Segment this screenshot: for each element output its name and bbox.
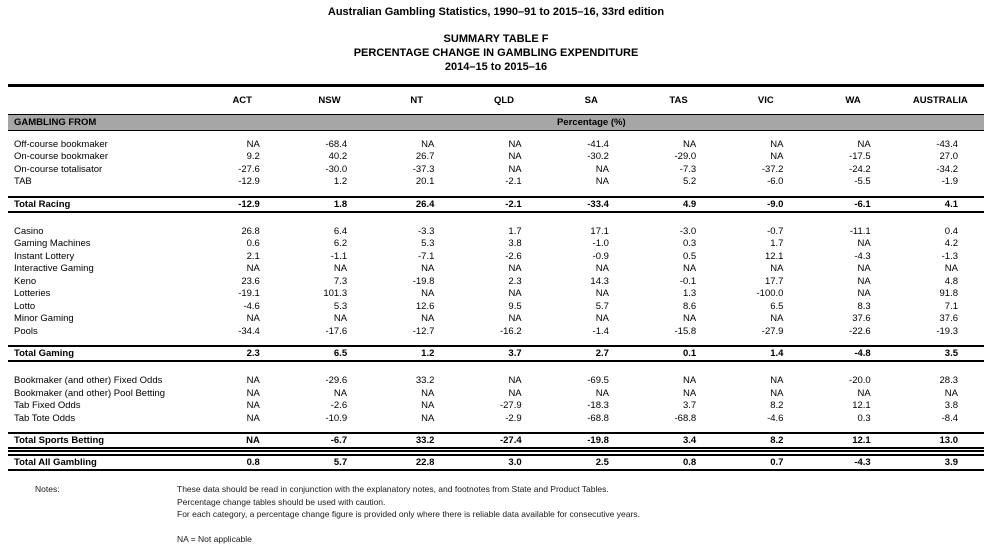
table-period: 2014–15 to 2015–16 xyxy=(444,61,548,73)
value-cell: 1.2 xyxy=(373,346,460,361)
value-cell: 1.7 xyxy=(508,225,522,237)
value-cell: 2.3 xyxy=(508,275,522,287)
value-cell: -69.5 xyxy=(587,375,609,386)
row-label: Interactive Gaming xyxy=(14,263,94,274)
value-cell: NA xyxy=(508,387,522,399)
value-cell: 0.3 xyxy=(857,412,871,424)
value-cell: -68.4 xyxy=(325,138,348,150)
row-label: Total Gaming xyxy=(8,346,199,361)
value-cell: 8.6 xyxy=(682,300,697,312)
value-cell: -1.3 xyxy=(941,250,958,262)
section-band-row xyxy=(8,115,984,131)
value-cell: NA xyxy=(857,288,871,299)
value-cell: NA xyxy=(333,313,348,324)
total-row-racing xyxy=(8,197,984,212)
value-cell: -4.6 xyxy=(243,300,260,312)
row-label: Tab Fixed Odds xyxy=(14,400,81,411)
value-cell: 0.1 xyxy=(635,346,722,361)
data-row-racing xyxy=(8,176,984,189)
value-cell: 12.1 xyxy=(852,400,871,411)
value-cell: -5.5 xyxy=(854,176,871,187)
data-row-gaming xyxy=(8,276,984,289)
value-cell: NA xyxy=(508,151,522,162)
data-row-gaming xyxy=(8,263,984,276)
value-cell: NA xyxy=(770,387,784,399)
value-cell: 0.6 xyxy=(246,238,260,249)
value-cell: -7.1 xyxy=(418,250,435,262)
value-cell: NA xyxy=(682,263,697,274)
value-cell: 3.9 xyxy=(897,455,984,470)
row-label: Tab Tote Odds xyxy=(14,412,76,424)
data-row-gaming xyxy=(8,288,984,301)
value-cell: 3.4 xyxy=(635,433,722,448)
row-label: Total All Gambling xyxy=(8,455,199,470)
data-row-gaming xyxy=(8,301,984,314)
value-cell: NA xyxy=(682,138,697,150)
value-cell: 26.8 xyxy=(241,225,260,237)
data-row-sports-betting xyxy=(8,400,984,413)
value-cell: NA xyxy=(595,163,609,175)
value-cell: -4.3 xyxy=(809,455,896,470)
value-cell: 6.2 xyxy=(333,238,348,249)
value-cell: 2.5 xyxy=(548,455,635,470)
row-label: Lotto xyxy=(14,300,36,312)
col-header-tas: TAS xyxy=(669,95,688,106)
value-cell: 3.7 xyxy=(682,400,697,411)
value-cell: -1.1 xyxy=(330,250,348,262)
value-cell: -1.9 xyxy=(941,176,958,187)
value-cell: -19.8 xyxy=(412,275,435,287)
value-cell: 5.3 xyxy=(333,300,348,312)
value-cell: -12.9 xyxy=(238,176,260,187)
value-cell: -18.3 xyxy=(587,400,609,411)
spacer-row xyxy=(8,338,984,346)
value-cell: -2.1 xyxy=(505,176,522,187)
column-header-row xyxy=(8,86,984,115)
value-cell: 23.6 xyxy=(241,275,260,287)
value-cell: -34.2 xyxy=(936,163,958,175)
value-cell: -27.9 xyxy=(761,325,784,337)
value-cell: -37.2 xyxy=(761,163,784,175)
value-cell: NA xyxy=(508,375,522,386)
col-header-wa: WA xyxy=(845,95,861,106)
value-cell: -1.4 xyxy=(592,325,609,337)
value-cell: 0.3 xyxy=(682,238,697,249)
value-cell: 101.3 xyxy=(323,288,348,299)
notes-label: Notes: xyxy=(35,484,60,494)
value-cell: 6.4 xyxy=(333,225,348,237)
value-cell: NA xyxy=(770,151,784,162)
value-cell: -34.4 xyxy=(238,325,260,337)
value-cell: -19.8 xyxy=(548,433,635,448)
value-cell: -7.3 xyxy=(679,163,697,175)
notes-body xyxy=(177,483,992,546)
value-cell: NA xyxy=(246,400,260,411)
value-cell: NA xyxy=(199,433,286,448)
value-cell: 40.2 xyxy=(328,151,348,162)
value-cell: 27.0 xyxy=(939,151,958,162)
na-note: NA = Not applicable xyxy=(177,534,252,545)
row-label: Bookmaker (and other) Pool Betting xyxy=(14,387,166,399)
value-cell: -41.4 xyxy=(587,138,609,150)
value-cell: 0.8 xyxy=(199,455,286,470)
value-cell: 2.1 xyxy=(246,250,260,262)
value-cell: -9.0 xyxy=(722,197,809,212)
value-cell: 37.6 xyxy=(939,313,958,324)
value-cell: NA xyxy=(595,263,609,274)
value-cell: -33.4 xyxy=(548,197,635,212)
value-cell: NA xyxy=(770,313,784,324)
value-cell: NA xyxy=(246,387,260,399)
spacer-row xyxy=(8,131,984,139)
note-line: Percentage change tables should be used with caution. xyxy=(177,496,386,507)
value-cell: 3.5 xyxy=(897,346,984,361)
value-cell: -1.0 xyxy=(592,238,609,249)
value-cell: 13.0 xyxy=(897,433,984,448)
value-cell: -27.9 xyxy=(499,400,522,411)
value-cell: NA xyxy=(857,238,871,249)
spacer-row xyxy=(8,189,984,197)
value-cell: -30.0 xyxy=(325,163,348,175)
value-cell: 20.1 xyxy=(415,176,435,187)
value-cell: 8.3 xyxy=(857,300,871,312)
value-cell: -29.0 xyxy=(674,151,697,162)
value-cell: 8.2 xyxy=(770,400,784,411)
spacer-row xyxy=(8,425,984,433)
value-cell: -2.9 xyxy=(505,412,522,424)
value-cell: 9.2 xyxy=(246,151,260,162)
data-row-sports-betting xyxy=(8,388,984,401)
row-label: Off-course bookmaker xyxy=(14,138,108,150)
value-cell: NA xyxy=(857,387,871,399)
value-cell: NA xyxy=(246,263,260,274)
value-cell: 28.3 xyxy=(939,375,958,386)
value-cell: 17.1 xyxy=(590,225,609,237)
value-cell: NA xyxy=(421,400,435,411)
value-cell: -3.3 xyxy=(418,225,435,237)
value-cell: -37.3 xyxy=(412,163,435,175)
col-header-nt: NT xyxy=(410,95,424,106)
value-cell: -12.9 xyxy=(199,197,286,212)
value-cell: 5.2 xyxy=(682,176,697,187)
table-subtitle: PERCENTAGE CHANGE IN GAMBLING EXPENDITURE xyxy=(353,47,639,59)
value-cell: NA xyxy=(246,375,260,386)
total-row-gaming xyxy=(8,346,984,361)
value-cell: NA xyxy=(682,313,697,324)
row-label: Pools xyxy=(14,325,38,337)
row-label: Keno xyxy=(14,275,37,287)
value-cell: NA xyxy=(595,387,609,399)
col-header-sa: SA xyxy=(584,95,598,106)
value-cell: NA xyxy=(944,263,958,274)
data-row-racing xyxy=(8,151,984,164)
row-label: Instant Lottery xyxy=(14,250,75,262)
value-cell: -6.7 xyxy=(286,433,373,448)
value-cell: -6.1 xyxy=(809,197,896,212)
value-cell: NA xyxy=(682,375,697,386)
value-cell: 1.8 xyxy=(286,197,373,212)
value-cell: NA xyxy=(508,288,522,299)
data-row-racing xyxy=(8,139,984,152)
row-label: Lotteries xyxy=(14,288,51,299)
data-row-gaming xyxy=(8,238,984,251)
value-cell: 3.0 xyxy=(460,455,547,470)
value-cell: 0.5 xyxy=(682,250,697,262)
value-cell: -27.6 xyxy=(238,163,260,175)
value-cell: 5.3 xyxy=(421,238,435,249)
data-row-gaming xyxy=(8,326,984,339)
note-line: For each category, a percentage change figure is provided only where there is reliable data available for consecutive years. xyxy=(177,509,640,520)
value-cell: 1.4 xyxy=(722,346,809,361)
value-cell: NA xyxy=(944,387,958,399)
value-cell: NA xyxy=(770,138,784,150)
value-cell: NA xyxy=(682,387,697,399)
col-header-qld: QLD xyxy=(493,95,515,106)
value-cell: NA xyxy=(508,263,522,274)
value-cell: 33.2 xyxy=(373,433,460,448)
value-cell: -12.7 xyxy=(412,325,435,337)
value-cell: 4.9 xyxy=(635,197,722,212)
value-cell: -2.6 xyxy=(505,250,522,262)
value-cell: 14.3 xyxy=(590,275,609,287)
value-cell: NA xyxy=(246,412,260,424)
value-cell: -16.2 xyxy=(499,325,522,337)
value-cell: 6.5 xyxy=(770,300,784,312)
value-cell: NA xyxy=(508,313,522,324)
value-cell: -30.2 xyxy=(587,151,609,162)
value-cell: 37.6 xyxy=(852,313,871,324)
value-cell: NA xyxy=(421,387,435,399)
row-label: Total Racing xyxy=(8,197,199,212)
row-label: On-course bookmaker xyxy=(14,151,108,162)
value-cell: NA xyxy=(421,138,435,150)
value-cell: 1.3 xyxy=(682,288,697,299)
value-cell: 5.7 xyxy=(286,455,373,470)
value-cell: -22.6 xyxy=(849,325,871,337)
value-cell: 2.7 xyxy=(548,346,635,361)
value-cell: -11.1 xyxy=(849,225,871,237)
data-row-gaming xyxy=(8,226,984,239)
value-cell: -0.7 xyxy=(767,225,784,237)
col-header-vic: VIC xyxy=(757,95,774,106)
value-cell: 7.3 xyxy=(333,275,348,287)
row-label: Gaming Machines xyxy=(14,238,91,249)
row-label: Bookmaker (and other) Fixed Odds xyxy=(14,375,163,386)
data-row-racing xyxy=(8,164,984,177)
value-cell: 26.4 xyxy=(373,197,460,212)
value-cell: 4.8 xyxy=(944,275,958,287)
value-cell: NA xyxy=(508,138,522,150)
value-cell: 3.7 xyxy=(460,346,547,361)
value-cell: -3.0 xyxy=(679,225,697,237)
value-cell: -43.4 xyxy=(936,138,958,150)
value-cell: -4.8 xyxy=(809,346,896,361)
col-header-act: ACT xyxy=(232,95,252,106)
spacer-row xyxy=(8,367,984,375)
value-cell: NA xyxy=(333,263,348,274)
value-cell: NA xyxy=(246,138,260,150)
value-cell: NA xyxy=(595,176,609,187)
total-row-sports-betting xyxy=(8,433,984,448)
percentage-label: Percentage (%) xyxy=(199,115,984,131)
value-cell: 12.1 xyxy=(764,250,784,262)
value-cell: -19.1 xyxy=(238,288,260,299)
title-block xyxy=(0,0,992,74)
value-cell: -6.0 xyxy=(767,176,784,187)
value-cell: NA xyxy=(421,288,435,299)
data-row-gaming xyxy=(8,313,984,326)
value-cell: -100.0 xyxy=(756,288,784,299)
data-row-sports-betting xyxy=(8,375,984,388)
value-cell: -2.6 xyxy=(330,400,348,411)
row-label: Casino xyxy=(14,225,44,237)
value-cell: -4.3 xyxy=(854,250,871,262)
value-cell: NA xyxy=(421,263,435,274)
value-cell: 0.7 xyxy=(722,455,809,470)
value-cell: NA xyxy=(857,138,871,150)
value-cell: -0.9 xyxy=(592,250,609,262)
value-cell: 2.3 xyxy=(199,346,286,361)
value-cell: -68.8 xyxy=(587,412,609,424)
value-cell: 0.4 xyxy=(944,225,958,237)
value-cell: NA xyxy=(246,313,260,324)
value-cell: NA xyxy=(421,412,435,424)
value-cell: -19.3 xyxy=(936,325,958,337)
col-header-nsw: NSW xyxy=(318,95,341,106)
grand-total-row xyxy=(8,455,984,470)
value-cell: -29.6 xyxy=(325,375,348,386)
value-cell: NA xyxy=(770,375,784,386)
value-cell: 8.2 xyxy=(722,433,809,448)
value-cell: -8.4 xyxy=(941,412,958,424)
value-cell: NA xyxy=(595,288,609,299)
edition-title: Australian Gambling Statistics, 1990–91 to 2015–16, 33rd edition xyxy=(327,6,665,18)
value-cell: 91.8 xyxy=(939,288,958,299)
value-cell: -68.8 xyxy=(674,412,697,424)
value-cell: 5.7 xyxy=(595,300,609,312)
col-header-australia: AUSTRALIA xyxy=(912,95,968,106)
data-row-sports-betting xyxy=(8,413,984,426)
value-cell: 3.8 xyxy=(944,400,958,411)
value-cell: 12.1 xyxy=(809,433,896,448)
value-cell: 6.5 xyxy=(286,346,373,361)
value-cell: -10.9 xyxy=(325,412,348,424)
value-cell: 9.5 xyxy=(508,300,522,312)
summary-table-title: SUMMARY TABLE F xyxy=(443,33,549,45)
value-cell: 12.6 xyxy=(415,300,435,312)
value-cell: -27.4 xyxy=(460,433,547,448)
value-cell: NA xyxy=(508,163,522,175)
value-cell: NA xyxy=(857,263,871,274)
value-cell: -4.6 xyxy=(767,412,784,424)
row-label: Total Sports Betting xyxy=(8,433,199,448)
row-label: On-course totalisator xyxy=(14,163,103,175)
value-cell: -24.2 xyxy=(849,163,871,175)
value-cell: -20.0 xyxy=(849,375,871,386)
value-cell: -2.1 xyxy=(460,197,547,212)
value-cell: NA xyxy=(333,387,348,399)
value-cell: NA xyxy=(857,275,871,287)
value-cell: NA xyxy=(770,263,784,274)
value-cell: 17.7 xyxy=(764,275,784,287)
gambling-from-label: GAMBLING FROM xyxy=(8,115,199,131)
value-cell: 33.2 xyxy=(415,375,435,386)
value-cell: 22.8 xyxy=(373,455,460,470)
value-cell: 4.1 xyxy=(897,197,984,212)
value-cell: -15.8 xyxy=(674,325,697,337)
notes-section xyxy=(35,483,992,546)
value-cell: 4.2 xyxy=(944,238,958,249)
summary-table xyxy=(8,84,984,471)
value-cell: -0.1 xyxy=(679,275,697,287)
value-cell: 26.7 xyxy=(415,151,435,162)
value-cell: 1.7 xyxy=(770,238,784,249)
value-cell: 3.8 xyxy=(508,238,522,249)
row-label-header xyxy=(8,86,199,115)
row-label: TAB xyxy=(14,176,32,187)
note-line: These data should be read in conjunction with the explanatory notes, and footnotes from State and Product Tables. xyxy=(177,484,609,494)
value-cell: NA xyxy=(595,313,609,324)
value-cell: -17.6 xyxy=(325,325,348,337)
value-cell: 7.1 xyxy=(944,300,958,312)
value-cell: -17.5 xyxy=(849,151,871,162)
value-cell: 0.8 xyxy=(635,455,722,470)
row-label: Minor Gaming xyxy=(14,313,74,324)
value-cell: 1.2 xyxy=(333,176,348,187)
value-cell: NA xyxy=(421,313,435,324)
spacer-row xyxy=(8,218,984,226)
data-row-gaming xyxy=(8,251,984,264)
